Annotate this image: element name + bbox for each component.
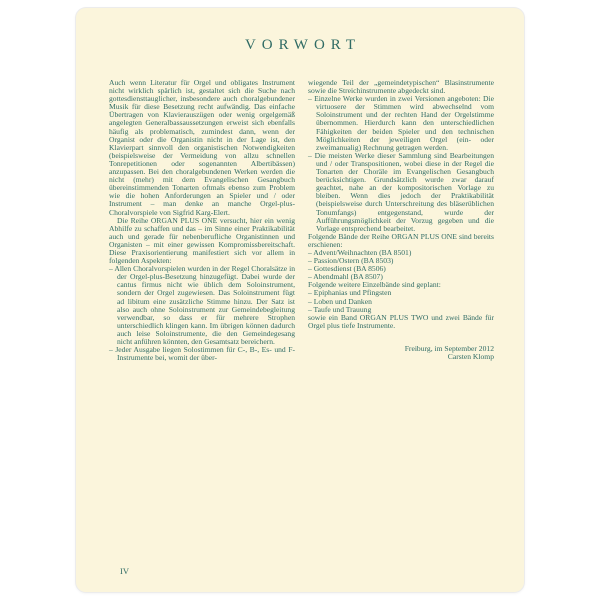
planned-item: – Loben und Danken [308, 296, 372, 306]
published-item: – Gottesdienst (BA 8506) [308, 264, 386, 274]
planned-item: – Epiphanias und Pfingsten [308, 288, 392, 298]
bullet-choralsaetze: – Allen Choralvorspielen wurden in der Regel Choralsätze in der Orgel-plus-Besetzung hinzugefügt. Dabei wurde der cantus firmus nicht wie üblich dem Soloinstrument, sondern der Orgel zugewiesen. Das Soloinstrument fügt ad libitum eine zusätzliche Stimme hinzu. Der Satz ist also auch ohne Soloinstrument zur Gemeindebegleitung verwendbar, so dass er für mehrere Strophen unterschiedlich klingen kann. Im übrigen können dadurch auch leise Soloinstrumente, die den Gemeindegesang nicht anführen könnten, den Gesamtsatz bereichern. [109, 264, 295, 346]
bullet-solostimmen: – Jeder Ausgabe liegen Solostimmen für C-, B-, Es- und F- Instrumente bei, womit der über- [109, 345, 295, 363]
closing-author: Carsten Klomp [447, 352, 494, 361]
book-page [76, 8, 524, 592]
bullet-bearbeitungen: – Die meisten Werke dieser Sammlung sind Bearbeitungen und / oder Transpositionen, wobei diese in der Regel die Tonarten der Choräle im Evangelischen Gesangbuch berücksichtigen. Grundsätzlich wurde zwar darauf geachtet, nahe an der kompositorischen Vorlage zu bleiben. Wenn dies jedoch der Praktikabilität (beispielsweise durch Unterschreitung des bläserüblichen Tonumfangs) entgegenstand, wurde der Aufführungsmöglichkeit der Vorzug gegeben und die Vorlage entsprechend bearbeitet. [308, 150, 494, 233]
published-item: – Passion/Ostern (BA 8503) [308, 256, 394, 266]
text-columns [109, 79, 494, 362]
planned-item: – Taufe und Trauung [308, 304, 372, 314]
published-item: – Abendmahl (BA 8507) [308, 272, 383, 282]
bullet-versionen: – Einzelne Werke wurden in zwei Versionen angeboten: Die virtuosere der Stimmen wird abwechselnd vom Soloinstrument und der rechten Hand der Orgelstimme übernommen. Hierdurch kann den unterschiedlichen Fähigkeiten der beiden Spieler und den technischen Möglichkeiten der jeweiligen Orgel (ein- oder zweimanualig) Rechnung getragen werden. [308, 94, 494, 152]
right-column [308, 79, 494, 362]
planned-intro: Folgende weitere Einzelbände sind geplant: [308, 280, 441, 290]
planned-outro: sowie ein Band ORGAN PLUS TWO und zwei Bände für Orgel plus tiefe Instrumente. [308, 312, 494, 330]
page-number: IV [120, 566, 129, 576]
closing-place-date: Freiburg, im September 2012 [404, 343, 494, 353]
page-title: VORWORT [244, 37, 362, 53]
bullet-solostimmen-continuation: wiegende Teil der „gemeindetypischen“ Blasinstrumente sowie die Streichinstrumente abgedeckt sind. [308, 78, 494, 96]
paragraph-intro: Auch wenn Literatur für Orgel und obligates Instrument nicht wirklich spärlich ist, gestaltet sich die Suche nach gottesdiensttauglicher, insbesondere auch choralgebundener Musik für diese Besetzung recht aufwändig. Das einfache Übertragen von Klavierauszügen oder wenig orgelgemäß angelegten Generalbassaussetzungen erweist sich ebenfalls häufig als problematisch, zumindest dann, wenn der Organist oder die Organistin nicht in der Lage ist, den Klavierpart sinnvoll den organistischen Notwendigkeiten (beispielsweise der Vermeidung von allzu schnellen Tonrepetitionen oder sogenannten Albertibässen) anzupassen. Bei den choralgebundenen Werken werden die nicht (mehr) mit dem Evangelischen Gesangbuch übereinstimmenden Tonarten oftmals ebenso zum Problem wie die hohen Anforderungen an Spieler und / oder Instrument – man denke an manche Orgel-plus-Choralvorspiele von Sigfrid Karg-Elert. [109, 78, 295, 217]
published-item: – Advent/Weihnachten (BA 8501) [308, 247, 412, 257]
paragraph-series: Die Reihe ORGAN PLUS ONE versucht, hier ein wenig Abhilfe zu schaffen und das – im Sinne einer Praktikabilität auch und gerade für nebenberufliche Organistinnen und Organisten – mit einer gewissen Kompromissbereitschaft. Diese Praxisorientierung manifestiert sich vor allem in folgenden Aspekten: [109, 215, 295, 266]
closing-block [308, 345, 494, 361]
published-intro: Folgende Bände der Reihe ORGAN PLUS ONE sind bereits erschienen: [308, 231, 494, 249]
left-column [109, 79, 295, 362]
